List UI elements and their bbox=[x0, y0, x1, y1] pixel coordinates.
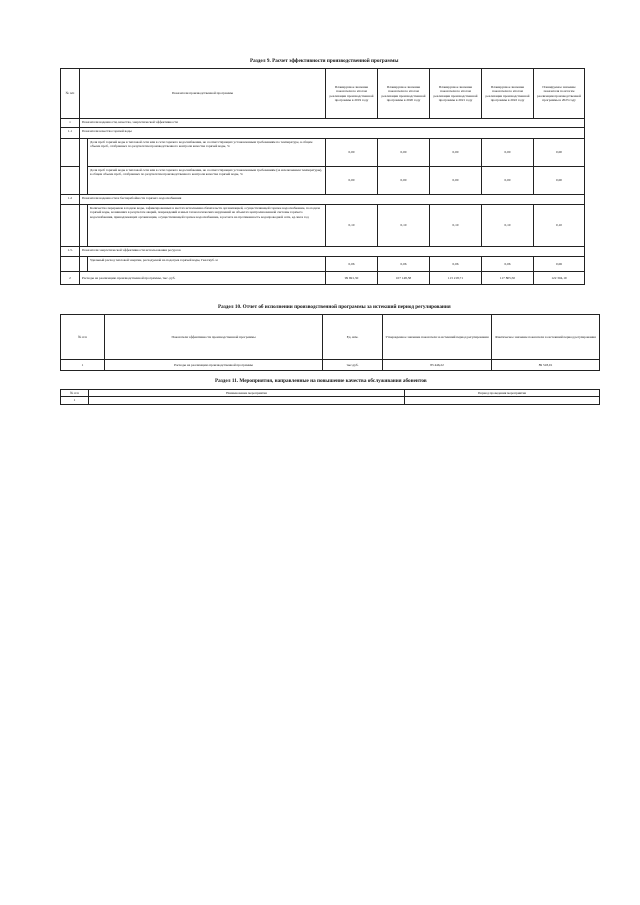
row-num: 2 bbox=[61, 272, 80, 285]
value-2020: 107 148,58 bbox=[378, 272, 430, 285]
header-2021: Планируемое значение показателя по итогам реализации производственной программы в 2021 году bbox=[430, 69, 482, 119]
value-2019: 0,00 bbox=[326, 139, 378, 167]
value-2022: 117 805,50 bbox=[482, 272, 534, 285]
value-2022: 0,00 bbox=[482, 139, 534, 167]
header-num: № п/п bbox=[61, 69, 80, 119]
value-2020: 0,00 bbox=[378, 139, 430, 167]
section11-table bbox=[60, 389, 600, 405]
header-unit: Ед. изм. bbox=[323, 315, 383, 360]
value-2022: 0,10 bbox=[482, 205, 534, 247]
row-text: Доля проб горячей воды в тепловой сети или в сети горячего водоснабжения, не соответствующих установленным требованиям по температуре, в общем объеме проб, отобранных по результатам производственного контроля качества горячей воды, % bbox=[88, 139, 326, 167]
row-text: Показатели надежности и бесперебойности горячего водоснабжения bbox=[80, 195, 585, 205]
header-period: Период проведения мероприятия bbox=[405, 390, 600, 397]
row-num: 1.2 bbox=[61, 195, 80, 205]
value-2020: 0,06 bbox=[378, 257, 430, 272]
row-planned: 83 446,22 bbox=[383, 360, 492, 371]
table-row bbox=[61, 128, 585, 139]
value-2019: 0,00 bbox=[326, 167, 378, 195]
value-2021: 113 218,71 bbox=[430, 272, 482, 285]
value-2021: 0,06 bbox=[430, 257, 482, 272]
header-planned: Утвержденное значение показателя за истекший период регулирования bbox=[383, 315, 492, 360]
table-row bbox=[61, 247, 585, 257]
table-header-row bbox=[61, 315, 600, 360]
value-2022: 0,00 bbox=[482, 167, 534, 195]
header-num: № п/п bbox=[61, 390, 89, 397]
value-2023: 0,00 bbox=[534, 167, 585, 195]
table-row bbox=[61, 360, 600, 371]
value-2023: 0,10 bbox=[534, 205, 585, 247]
section9-table bbox=[60, 68, 585, 285]
value-2020: 0,00 bbox=[378, 167, 430, 195]
value-2023: 122 304,19 bbox=[534, 272, 585, 285]
row-name bbox=[89, 397, 405, 404]
header-2022: Планируемое значение показателя по итогам реализации производственной программы в 2022 году bbox=[482, 69, 534, 119]
value-2019: 99 691,30 bbox=[326, 272, 378, 285]
table-row bbox=[61, 272, 585, 285]
header-num: № п/п bbox=[61, 315, 105, 360]
value-2023: 0,06 bbox=[534, 257, 585, 272]
section10-title: Раздел 10. Отчет об исполнении производственной программы за истекший период регулирования bbox=[218, 304, 451, 310]
row-text: Показатели качества горячей воды bbox=[80, 128, 585, 139]
section9-title: Раздел 9. Расчет эффективности производственной программы bbox=[250, 58, 399, 64]
row-actual: 89 518,01 bbox=[492, 360, 600, 371]
table-row bbox=[61, 257, 585, 272]
table-row bbox=[61, 119, 585, 128]
table-row bbox=[61, 167, 585, 195]
header-indicator: Показатели производственной программы bbox=[80, 69, 326, 119]
row-text: Количество перерывов в подаче воды, зафиксированных в местах исполнения обязательств организацией, осуществляющей горячее водоснабжение, по подаче горячей воды, возникших в результате аварий, повреждений и иных технологических нарушений на объектах централизованной системы горячего водоснабжения, принадлежащих организации, осуществляющей горячее водоснабжение, в расчете на протяженность водопроводной сети, ед./км в год bbox=[88, 205, 326, 247]
row-num bbox=[61, 205, 80, 247]
header-2019: Планируемое значение показателя по итогам реализации производственной программы в 2019 году bbox=[326, 69, 378, 119]
section11-title: Раздел 11. Мероприятия, направленные на повышение качества обслуживания абонентов bbox=[215, 378, 427, 384]
row-num bbox=[61, 167, 80, 195]
value-2020: 0,10 bbox=[378, 205, 430, 247]
section10-table bbox=[60, 314, 600, 371]
table-header-row bbox=[61, 69, 585, 119]
row-num: 1 bbox=[61, 119, 80, 128]
value-2019: 0,10 bbox=[326, 205, 378, 247]
table-header-row bbox=[61, 390, 600, 397]
row-period bbox=[405, 397, 600, 404]
row-text: Показатели энергетической эффективности использования ресурсов bbox=[80, 247, 585, 257]
row-num: 1.1 bbox=[61, 128, 80, 139]
value-2021: 0,00 bbox=[430, 167, 482, 195]
row-num bbox=[61, 139, 80, 167]
header-name: Наименование мероприятия bbox=[89, 390, 405, 397]
row-text: Расходы на реализацию производственной программы, тыс. руб. bbox=[80, 272, 326, 285]
value-2023: 0,00 bbox=[534, 139, 585, 167]
value-2021: 0,10 bbox=[430, 205, 482, 247]
header-indicator: Показатели эффективности производственной программы bbox=[105, 315, 323, 360]
row-text: Удельный расход тепловой энергии, расходуемой на подогрев горячей воды, Гкал/куб. м bbox=[88, 257, 326, 272]
row-num bbox=[61, 257, 80, 272]
table-row bbox=[61, 205, 585, 247]
table-row bbox=[61, 397, 600, 404]
row-num: 1 bbox=[61, 360, 105, 371]
header-2023: Планируемое значение показателя по итогам реализации производственной программы в 2023 году bbox=[534, 69, 585, 119]
row-text: Расходы на реализацию производственной программы bbox=[105, 360, 323, 371]
table-row bbox=[61, 139, 585, 167]
value-2022: 0,06 bbox=[482, 257, 534, 272]
row-num: 1 bbox=[61, 397, 89, 404]
row-num: 1.3. bbox=[61, 247, 80, 257]
header-actual: Фактическое значение показателя за истекший период регулирования bbox=[492, 315, 600, 360]
header-2020: Планируемое значение показателя по итогам реализации производственной программы в 2020 году bbox=[378, 69, 430, 119]
row-text: Показатели надежности, качества, энергетической эффективности bbox=[80, 119, 585, 128]
value-2021: 0,00 bbox=[430, 139, 482, 167]
table-row bbox=[61, 195, 585, 205]
row-unit: тыс.руб. bbox=[323, 360, 383, 371]
value-2019: 0,06 bbox=[326, 257, 378, 272]
row-text: Доля проб горячей воды в тепловой сети или в сети горячего водоснабжения, не соответствующих установленным требованиям (за исключением температуры), в общем объеме проб, отобранных по результатам производственного контроля качества горячей воды, % bbox=[88, 167, 326, 195]
